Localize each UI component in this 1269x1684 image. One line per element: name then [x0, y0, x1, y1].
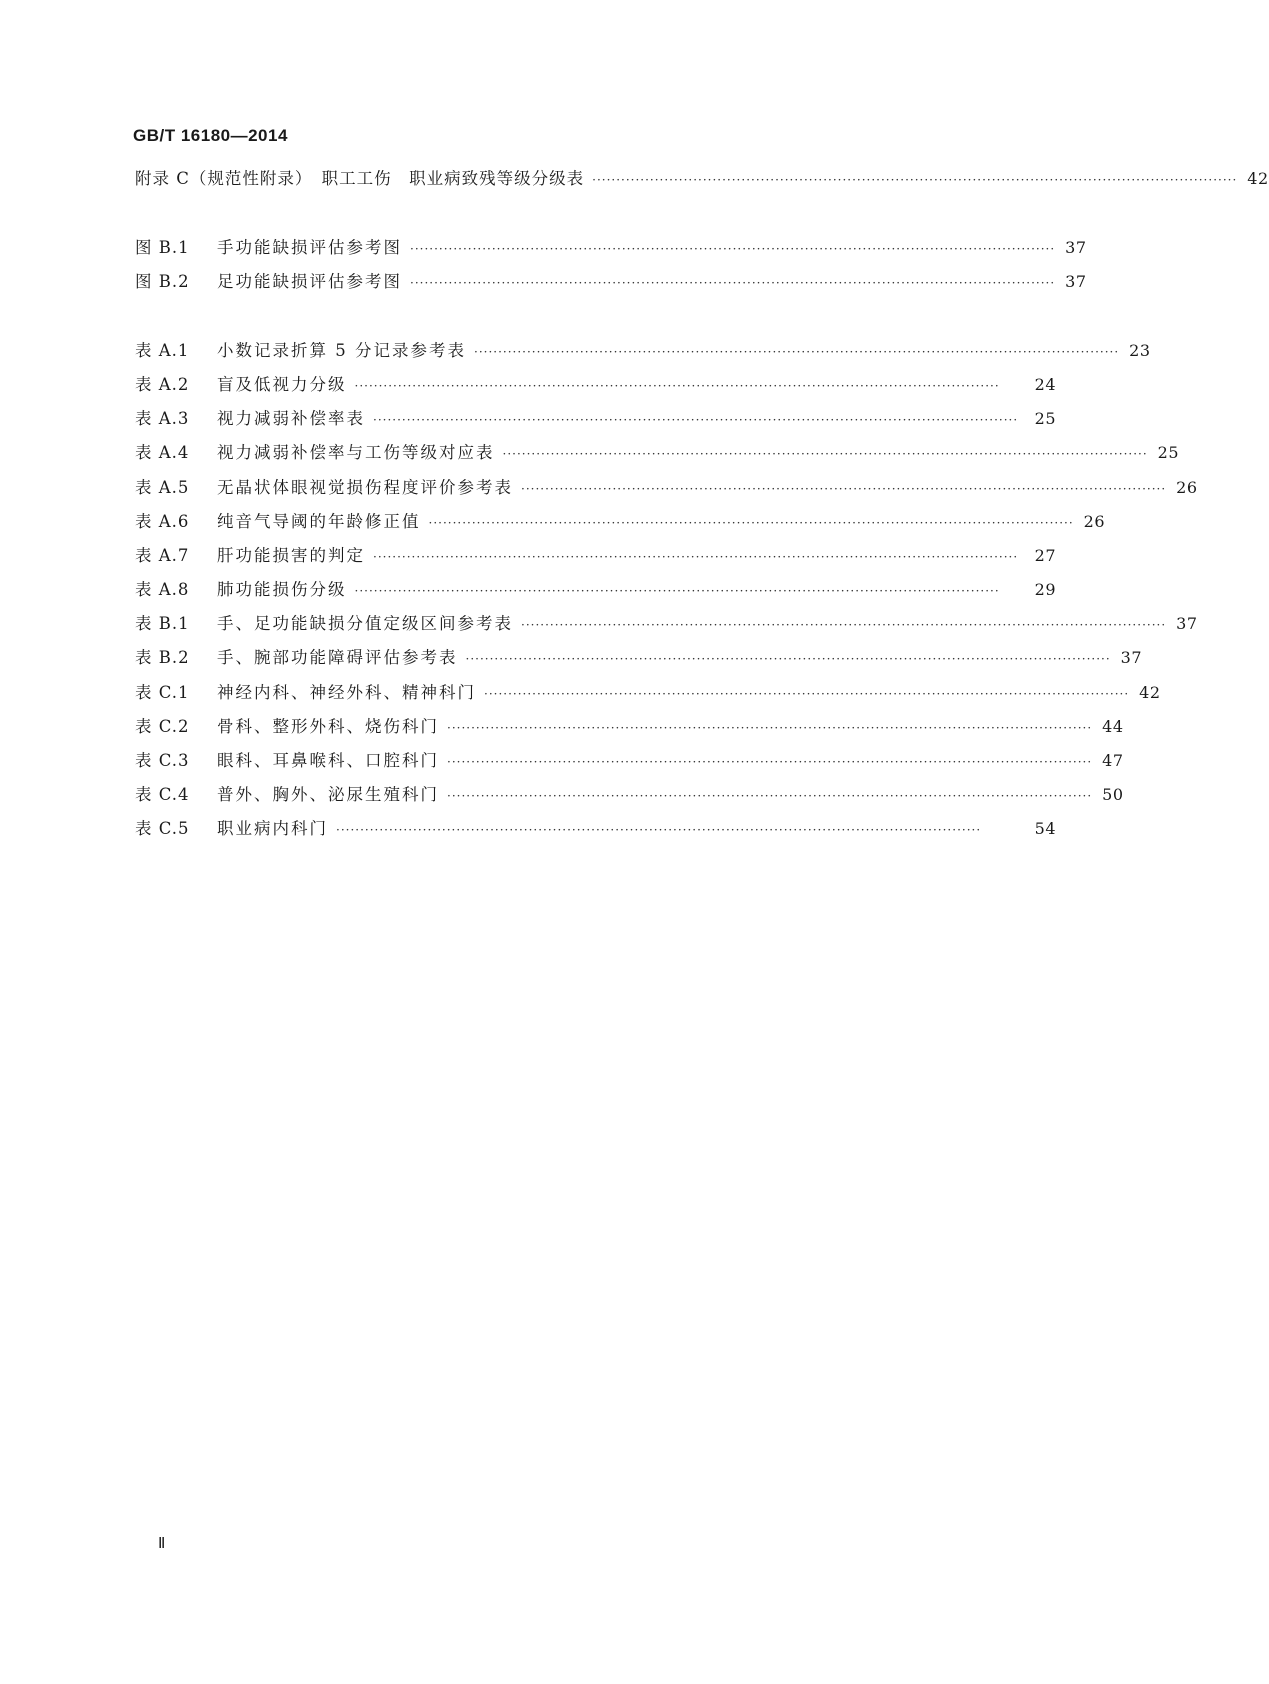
dot-leader: ······································································································································	[410, 276, 1056, 290]
table-number: 表 A.1	[135, 341, 190, 360]
table-number: 表 A.6	[135, 512, 190, 531]
table-page: 26	[1083, 512, 1105, 531]
figure-title: 足功能缺损评估参考图	[217, 272, 402, 291]
dot-leader: ······································································································································	[428, 516, 1074, 530]
figure-number: 图 B.2	[135, 272, 190, 291]
dot-leader: ······································································································································	[474, 345, 1120, 359]
dot-leader: ······································································································································	[592, 173, 1238, 187]
table-number: 表 C.4	[135, 785, 190, 804]
table-page: 29	[1034, 580, 1056, 599]
toc-entry-table[interactable]	[135, 407, 1056, 431]
toc-entry-table[interactable]	[135, 783, 1124, 807]
dot-leader: ······································································································································	[354, 379, 1000, 393]
table-number: 表 B.2	[135, 648, 190, 667]
table-number: 表 C.2	[135, 717, 190, 736]
toc-entry-table[interactable]	[135, 510, 1105, 534]
dot-leader: ······································································································································	[336, 823, 982, 837]
table-title: 骨科、整形外科、烧伤科门	[217, 717, 439, 736]
table-number: 表 A.4	[135, 443, 190, 462]
figure-page: 37	[1065, 272, 1087, 291]
table-page: 25	[1157, 443, 1179, 462]
toc-entry-table[interactable]	[135, 749, 1124, 773]
figure-title: 手功能缺损评估参考图	[217, 238, 402, 257]
table-number: 表 A.8	[135, 580, 190, 599]
table-page: 47	[1102, 751, 1124, 770]
table-number: 表 A.2	[135, 375, 190, 394]
toc-entry-page: 42	[1247, 169, 1269, 188]
toc-entry-table[interactable]	[135, 476, 1198, 500]
table-title: 视力减弱补偿率与工伤等级对应表	[217, 443, 495, 462]
toc-entry-table[interactable]	[135, 681, 1161, 705]
table-number: 表 A.7	[135, 546, 190, 565]
table-title: 视力减弱补偿率表	[217, 409, 365, 428]
table-page: 44	[1102, 717, 1124, 736]
dot-leader: ······································································································································	[373, 550, 1019, 564]
figure-page: 37	[1065, 238, 1087, 257]
dot-leader: ······································································································································	[521, 618, 1167, 632]
toc-entry-title: 附录 C（规范性附录） 职工工伤 职业病致残等级分级表	[135, 169, 585, 188]
table-title: 普外、胸外、泌尿生殖科门	[217, 785, 439, 804]
dot-leader: ······································································································································	[354, 584, 1000, 598]
dot-leader: ······································································································································	[465, 652, 1111, 666]
table-title: 手、腕部功能障碍评估参考表	[217, 648, 458, 667]
dot-leader: ······································································································································	[521, 482, 1167, 496]
table-page: 25	[1034, 409, 1056, 428]
toc-entry-table[interactable]	[135, 373, 1056, 397]
table-page: 23	[1129, 341, 1151, 360]
table-title: 神经内科、神经外科、精神科门	[217, 683, 476, 702]
dot-leader: ······································································································································	[447, 789, 1093, 803]
table-number: 表 C.3	[135, 751, 190, 770]
toc-entry-table[interactable]	[135, 817, 1056, 841]
toc-entry-table[interactable]	[135, 715, 1124, 739]
table-page: 50	[1102, 785, 1124, 804]
dot-leader: ······································································································································	[447, 721, 1093, 735]
table-number: 表 C.5	[135, 819, 190, 838]
table-page: 42	[1139, 683, 1161, 702]
table-page: 24	[1034, 375, 1056, 394]
table-title: 纯音气导阈的年龄修正值	[217, 512, 421, 531]
toc-entry-figure[interactable]	[135, 236, 1087, 260]
toc-entry-table[interactable]	[135, 339, 1151, 363]
dot-leader: ······································································································································	[373, 413, 1019, 427]
table-title: 盲及低视力分级	[217, 375, 347, 394]
table-title: 手、足功能缺损分值定级区间参考表	[217, 614, 513, 633]
table-title: 肝功能损害的判定	[217, 546, 365, 565]
table-title: 眼科、耳鼻喉科、口腔科门	[217, 751, 439, 770]
figure-number: 图 B.1	[135, 238, 190, 257]
table-number: 表 A.5	[135, 478, 190, 497]
toc-entry-figure[interactable]	[135, 270, 1087, 294]
toc-entry-table[interactable]	[135, 612, 1198, 636]
table-page: 37	[1120, 648, 1142, 667]
table-page: 54	[1034, 819, 1056, 838]
dot-leader: ······································································································································	[447, 755, 1093, 769]
table-page: 27	[1034, 546, 1056, 565]
toc-entry-table[interactable]	[135, 578, 1056, 602]
table-number: 表 C.1	[135, 683, 190, 702]
dot-leader: ······································································································································	[502, 447, 1148, 461]
table-title: 无晶状体眼视觉损伤程度评价参考表	[217, 478, 513, 497]
table-title: 肺功能损伤分级	[217, 580, 347, 599]
table-title: 小数记录折算 5 分记录参考表	[217, 341, 466, 360]
toc-entry-table[interactable]	[135, 646, 1142, 670]
table-number: 表 A.3	[135, 409, 190, 428]
toc-entry-table[interactable]	[135, 544, 1056, 568]
standard-code: GB/T 16180—2014	[133, 126, 288, 145]
table-title: 职业病内科门	[217, 819, 328, 838]
table-number: 表 B.1	[135, 614, 190, 633]
table-page: 26	[1176, 478, 1198, 497]
table-page: 37	[1176, 614, 1198, 633]
toc-entry-appendix-c[interactable]	[135, 167, 1269, 191]
toc-entry-table[interactable]	[135, 441, 1179, 465]
dot-leader: ······································································································································	[484, 687, 1130, 701]
page-number: Ⅱ	[158, 1534, 166, 1552]
dot-leader: ······································································································································	[410, 242, 1056, 256]
